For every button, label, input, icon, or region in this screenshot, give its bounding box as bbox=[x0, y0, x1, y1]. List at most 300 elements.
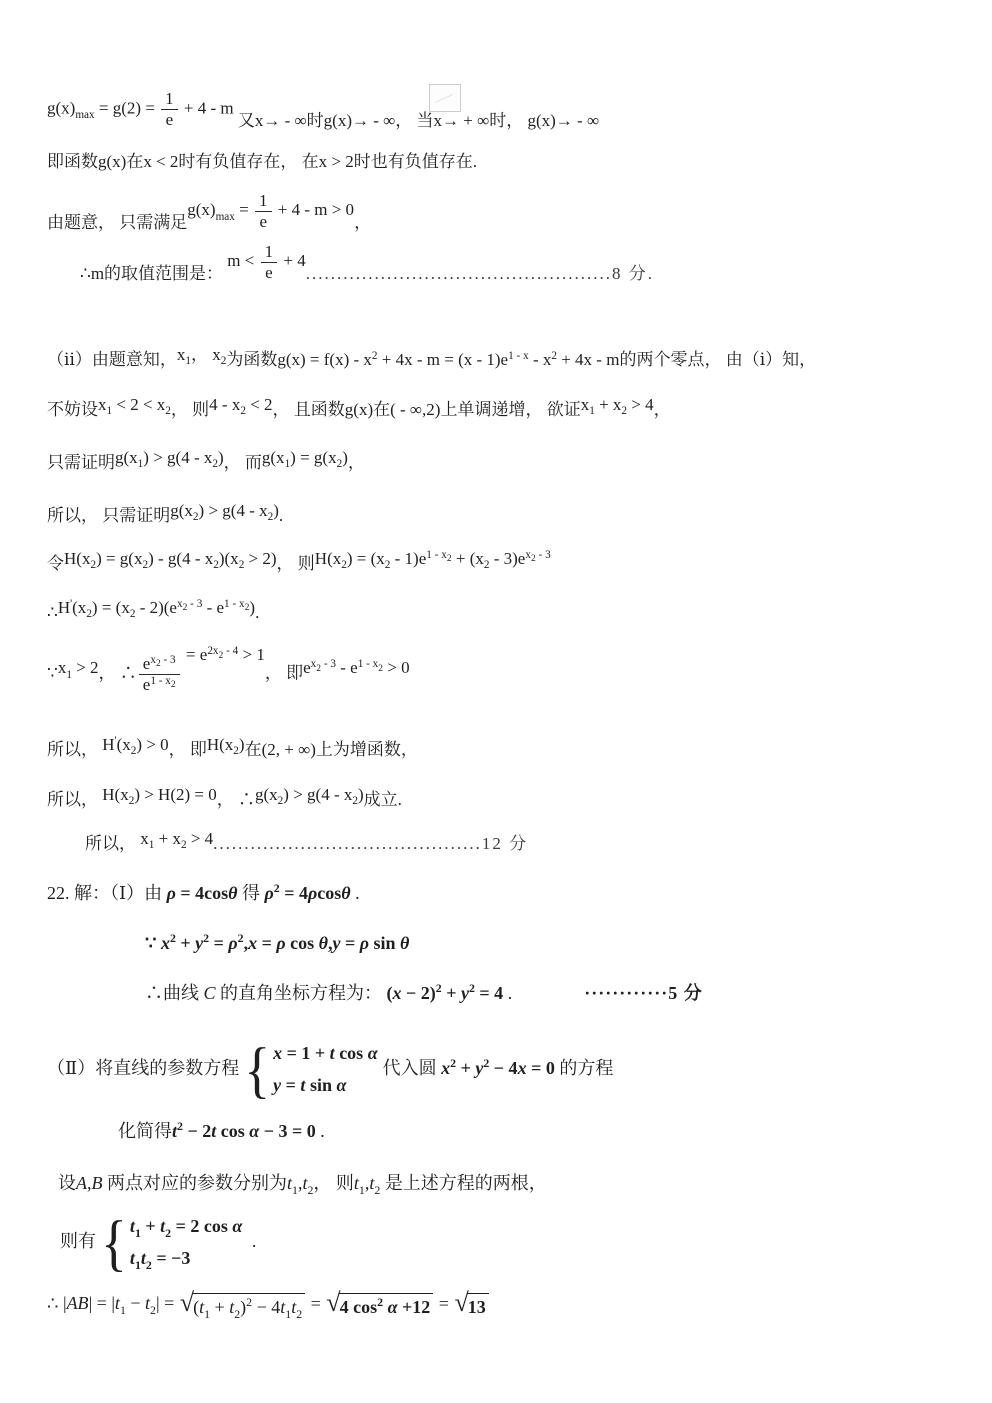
text-run: > 4 bbox=[186, 829, 214, 848]
subscript: 2 bbox=[446, 554, 452, 565]
text-run: e bbox=[142, 654, 151, 673]
text-run: t bbox=[287, 1173, 293, 1193]
text-run: | = | bbox=[88, 1293, 115, 1314]
text-run: t bbox=[129, 1248, 135, 1269]
subscript: 1 bbox=[284, 458, 291, 471]
text-run: + 4 - m bbox=[179, 98, 234, 118]
subscript: 2 bbox=[165, 1225, 172, 1240]
text-run: ∵ bbox=[47, 663, 58, 683]
text-run: + bbox=[456, 1058, 476, 1079]
text-run: ， bbox=[354, 213, 372, 233]
text-run: ρ bbox=[166, 883, 176, 903]
math-line-final12 bbox=[85, 829, 529, 855]
math-line-gmax bbox=[47, 90, 599, 129]
text-run: ， x bbox=[190, 345, 221, 364]
text-run: > 4 bbox=[627, 395, 654, 414]
text-run: x bbox=[580, 395, 590, 414]
text-run: = −3 bbox=[151, 1248, 191, 1269]
text-run: α bbox=[387, 1297, 398, 1317]
subscript: 2 bbox=[341, 559, 347, 572]
text-run: + bbox=[140, 1216, 161, 1236]
text-run: + (x bbox=[451, 549, 484, 568]
text-run: ) = g(x bbox=[96, 549, 143, 568]
text-run: 两点对应的参数分别为 bbox=[102, 1173, 287, 1193]
text-run: A,B bbox=[76, 1173, 103, 1193]
text-run: cos bbox=[216, 1121, 250, 1141]
text-run: - 3 bbox=[187, 597, 203, 610]
text-run: t bbox=[302, 1173, 308, 1193]
text-run: ρ bbox=[264, 883, 274, 903]
subscript: 2 bbox=[155, 659, 161, 670]
equation-system bbox=[244, 1035, 378, 1105]
math-line-q22-ab bbox=[47, 1288, 490, 1321]
subscript: 2 bbox=[336, 458, 343, 471]
formula-group bbox=[580, 395, 654, 418]
math-line-negative-values bbox=[47, 151, 477, 173]
formula-group bbox=[115, 448, 224, 471]
text-run: g(x) bbox=[187, 200, 216, 220]
subscript: 2 bbox=[296, 1306, 303, 1321]
subscript: 1 bbox=[134, 1257, 141, 1272]
superscript: 2 bbox=[371, 349, 378, 362]
text-run: x bbox=[392, 983, 402, 1003]
text-run: , bbox=[297, 1173, 303, 1193]
text-run: 4 - x bbox=[209, 395, 241, 414]
text-run: + 4x - m = (x - 1)e bbox=[377, 350, 509, 369]
left-brace: { bbox=[101, 1208, 127, 1278]
subscript: 2 bbox=[307, 1182, 314, 1197]
math-line-conclusion bbox=[47, 785, 402, 811]
text-run: - x bbox=[528, 350, 552, 369]
text-run: + 4 - m > 0 bbox=[273, 200, 355, 220]
subscript: 2 bbox=[192, 511, 199, 524]
text-run: = 4 bbox=[279, 883, 308, 903]
text-run: θ bbox=[228, 883, 238, 903]
text-run: e bbox=[303, 658, 311, 678]
text-run: ( bbox=[386, 983, 393, 1003]
subscript: 2 bbox=[374, 1182, 381, 1197]
text-run: y bbox=[273, 1075, 282, 1096]
text-run: g(x) bbox=[47, 98, 76, 118]
superscript: 1 - x bbox=[508, 349, 529, 362]
text-run: 的方程 bbox=[554, 1058, 614, 1079]
subscript: 2 bbox=[128, 795, 135, 808]
text-run: > 0 bbox=[383, 658, 410, 678]
subscript: 2 bbox=[182, 603, 188, 614]
text-run: e bbox=[165, 109, 174, 129]
text-run: ) > H(2) = 0 bbox=[134, 785, 217, 804]
text-run: m < bbox=[227, 251, 259, 271]
text-run: 1 bbox=[259, 191, 268, 210]
equation-system bbox=[101, 1208, 243, 1278]
text-run: ) > g(4 - x bbox=[283, 785, 353, 804]
text-run: t bbox=[114, 1293, 120, 1314]
text-run: − bbox=[125, 1293, 146, 1314]
subscript: 2 bbox=[86, 608, 92, 621]
math-line-exp-ratio bbox=[47, 645, 410, 694]
text-run: ， ∴ bbox=[216, 790, 255, 809]
text-run: = 1 + bbox=[282, 1043, 330, 1063]
subscript: 2 bbox=[234, 1306, 241, 1321]
text-run: = 2 cos bbox=[171, 1216, 233, 1236]
superscript: 2 bbox=[377, 1295, 384, 1310]
text-run: < 2 bbox=[245, 395, 273, 414]
formula-group bbox=[441, 1058, 555, 1078]
superscript bbox=[207, 645, 239, 661]
text-run: 13 bbox=[467, 1297, 486, 1317]
text-run: ) > g(4 - x bbox=[198, 501, 268, 520]
text-run: . bbox=[350, 883, 360, 903]
text-run: e bbox=[142, 674, 151, 694]
subscript: 2 bbox=[384, 559, 391, 572]
text-run: t bbox=[300, 1075, 306, 1096]
text-run: | = bbox=[155, 1293, 179, 1314]
subscript: 2 bbox=[213, 559, 219, 572]
text-run: 即函数g(x)在x < 2时有负值存在， 在x > 2时也有负值存在. bbox=[47, 152, 477, 171]
radical-icon: √ bbox=[179, 1288, 195, 1317]
text-run: 所以， bbox=[47, 790, 103, 809]
text-run: H(x bbox=[64, 549, 91, 568]
subscript: 2 bbox=[129, 608, 136, 621]
subscript: 2 bbox=[378, 663, 384, 674]
text-run: - 3 bbox=[160, 653, 176, 666]
text-run: ) > 0 bbox=[136, 735, 169, 754]
superscript bbox=[150, 674, 176, 691]
superscript: 2 bbox=[435, 981, 442, 996]
superscript: 2 bbox=[169, 931, 176, 946]
square-root bbox=[454, 1288, 488, 1319]
text-run: 只需证明 bbox=[47, 453, 115, 472]
subscript: 1 bbox=[358, 1182, 365, 1197]
text-run: = bbox=[306, 1293, 326, 1314]
math-line-q22-param bbox=[47, 1035, 614, 1105]
math-line-increasing bbox=[47, 734, 418, 761]
text-run: AB bbox=[66, 1293, 89, 1314]
text-run: + 4x - m的两个零点， 由（ⅰ）知， bbox=[556, 350, 817, 369]
text-run: (x bbox=[116, 735, 131, 754]
text-run: x bbox=[140, 829, 149, 848]
text-run: 1 bbox=[264, 242, 274, 261]
text-run: | bbox=[62, 1293, 67, 1314]
formula-group bbox=[227, 242, 306, 282]
text-run: - 2)(e bbox=[135, 598, 177, 617]
text-run: 得 bbox=[237, 883, 265, 903]
superscript: 2 bbox=[468, 981, 475, 996]
fraction bbox=[161, 90, 178, 129]
subscript: 2 bbox=[483, 559, 490, 572]
subscript: 1 bbox=[134, 1225, 141, 1240]
text-run: x bbox=[160, 933, 170, 953]
formula-group bbox=[265, 883, 351, 903]
math-line-q22-polar bbox=[47, 882, 360, 905]
text-run: 是上述方程的两根， bbox=[380, 1173, 547, 1193]
radical-icon: √ bbox=[326, 1288, 341, 1317]
subscript: 2 bbox=[530, 554, 536, 565]
text-run: = bbox=[234, 200, 253, 220]
text-run: cos bbox=[285, 933, 319, 953]
text-run: t bbox=[353, 1173, 359, 1193]
superscript: 2 bbox=[551, 349, 557, 362]
text-run: α bbox=[249, 1121, 260, 1141]
text-run: 4 cos bbox=[339, 1297, 378, 1317]
text-run: x bbox=[176, 345, 186, 364]
text-run: g(x bbox=[261, 448, 285, 467]
superscript: 2 bbox=[177, 1119, 183, 1134]
text-run: > 2 bbox=[71, 658, 99, 678]
text-run: x bbox=[57, 658, 67, 678]
text-run: = bbox=[281, 1075, 301, 1096]
text-run: x bbox=[310, 658, 317, 671]
text-run: ， 则 bbox=[170, 400, 210, 419]
text-run: ) bbox=[342, 448, 348, 467]
superscript: 2 bbox=[237, 931, 244, 946]
subscript: 2 bbox=[180, 839, 187, 852]
text-run: 1 - x bbox=[426, 548, 447, 561]
formula-group bbox=[170, 501, 279, 524]
text-run: = 4cos bbox=[175, 883, 229, 903]
text-run: t bbox=[129, 1216, 135, 1236]
text-run: 所以， bbox=[85, 834, 141, 853]
text-run: t bbox=[140, 1248, 146, 1269]
text-run: + 4 bbox=[279, 251, 306, 271]
text-run: 令 bbox=[47, 554, 64, 573]
text-run: 所以， bbox=[47, 740, 103, 759]
text-run: ∴ bbox=[47, 603, 58, 622]
text-run: ) bbox=[249, 598, 256, 617]
subscript: 1 bbox=[292, 1182, 298, 1197]
math-line-q22-simplify bbox=[118, 1120, 325, 1143]
text-run: , bbox=[243, 933, 249, 953]
text-run: 由题意， 只需满足 bbox=[47, 213, 188, 233]
text-run: − 3 = 0 bbox=[259, 1121, 316, 1141]
text-run: x bbox=[441, 1058, 451, 1079]
text-run: = 0 bbox=[526, 1058, 555, 1079]
text-run: - 3 bbox=[535, 548, 551, 561]
text-run: x bbox=[248, 933, 258, 953]
formula-group bbox=[172, 1121, 316, 1141]
text-run: ， 即 bbox=[264, 663, 304, 683]
superscript: 2 bbox=[483, 1056, 490, 1071]
text-run: ， bbox=[653, 400, 671, 419]
text-run: H(x bbox=[314, 549, 342, 568]
text-run: (x bbox=[72, 598, 87, 617]
text-run: ∴m的取值范围是： bbox=[80, 264, 228, 284]
superscript: ' bbox=[114, 734, 117, 747]
formula-group bbox=[261, 448, 348, 471]
text-run: ， ∴ bbox=[98, 663, 137, 683]
text-run: 设 bbox=[58, 1173, 76, 1193]
text-run: ∵ bbox=[145, 933, 161, 953]
text-run: x bbox=[176, 597, 183, 610]
text-run: .................................................8 分. bbox=[305, 264, 654, 284]
formula-group bbox=[287, 1173, 314, 1197]
text-run: - 3)e bbox=[489, 549, 526, 568]
formula-group bbox=[64, 549, 277, 572]
math-line-range-m bbox=[80, 243, 654, 282]
text-run: + bbox=[175, 933, 196, 953]
text-run: > 2) bbox=[244, 549, 277, 568]
subscript: 1 bbox=[285, 1306, 292, 1321]
text-run: 为函数g(x) = f(x) - x bbox=[226, 350, 372, 369]
math-line-zeros bbox=[47, 345, 817, 371]
text-run: ρ bbox=[359, 933, 370, 953]
formula-group bbox=[145, 933, 409, 953]
formula-group bbox=[353, 1173, 381, 1197]
text-run: H(x bbox=[206, 735, 234, 754]
formula-group bbox=[255, 785, 364, 808]
formula-group bbox=[209, 395, 273, 418]
text-run: ············5 分 bbox=[584, 983, 703, 1003]
text-run: t bbox=[211, 1121, 217, 1141]
text-run: ) bbox=[217, 448, 224, 467]
text-run: x bbox=[525, 548, 531, 561]
superscript bbox=[150, 653, 176, 670]
square-root bbox=[326, 1288, 433, 1319]
text-run: ) bbox=[238, 735, 245, 754]
superscript bbox=[176, 597, 203, 614]
text-run: x bbox=[273, 1043, 283, 1063]
formula-group bbox=[57, 597, 256, 621]
text-run: ∴ bbox=[47, 1293, 63, 1314]
subscript: max bbox=[75, 108, 95, 121]
text-run: = 4 bbox=[474, 983, 504, 1003]
math-line-condition bbox=[47, 192, 371, 231]
text-run: α bbox=[367, 1043, 378, 1063]
text-run: ) = (x bbox=[346, 549, 385, 568]
math-line-assume bbox=[47, 395, 671, 421]
text-run: cos bbox=[317, 883, 342, 903]
text-run: 1 - x bbox=[357, 658, 379, 671]
subscript: 2 bbox=[621, 405, 628, 418]
subscript: 2 bbox=[130, 745, 137, 758]
text-run: ， 且函数g(x)在( - ∞,2)上单调递增， 欲证 bbox=[272, 400, 581, 419]
text-run: > 1 bbox=[238, 645, 265, 665]
superscript: 2 bbox=[203, 931, 210, 946]
text-run: θ bbox=[318, 933, 328, 953]
text-run: H(x bbox=[102, 785, 129, 804]
subscript: 2 bbox=[316, 663, 322, 674]
text-run: t bbox=[199, 1297, 205, 1317]
text-run: ) = (x bbox=[91, 598, 130, 617]
text-run: x bbox=[517, 1058, 527, 1079]
subscript: 1 bbox=[148, 839, 155, 852]
text-run: 在(2, + ∞)上为增函数， bbox=[244, 740, 418, 759]
text-run: = bbox=[257, 933, 277, 953]
text-run: − 4 bbox=[489, 1058, 518, 1079]
text-run: , bbox=[364, 1173, 370, 1193]
text-run: < 2 < x bbox=[112, 395, 166, 414]
math-line-q22-cartesian bbox=[145, 982, 703, 1005]
text-run: 不妨设 bbox=[47, 400, 98, 419]
text-run: ρ bbox=[276, 933, 286, 953]
text-run: sin bbox=[305, 1075, 337, 1096]
superscript bbox=[224, 597, 250, 614]
text-run: - 1)e bbox=[390, 549, 427, 568]
formula-group bbox=[303, 658, 410, 677]
formula-group bbox=[314, 548, 551, 572]
text-run: + x bbox=[594, 395, 622, 414]
text-run: 则有 bbox=[60, 1231, 96, 1252]
text-run: t bbox=[160, 1216, 166, 1236]
math-line-q22-vieta bbox=[60, 1208, 257, 1278]
text-run: t bbox=[369, 1173, 375, 1193]
text-run: . bbox=[278, 506, 284, 525]
math-line-prove2 bbox=[47, 501, 284, 527]
square-root bbox=[179, 1288, 305, 1321]
text-run: t bbox=[329, 1043, 335, 1063]
text-run: - 3 bbox=[321, 658, 336, 671]
text-run: 1 - x bbox=[150, 674, 171, 687]
text-run: ( bbox=[193, 1297, 200, 1317]
text-run: （ⅱ）由题意知， bbox=[47, 350, 177, 369]
text-run: − 4 bbox=[252, 1297, 281, 1317]
text-run: . bbox=[255, 603, 260, 622]
text-run: = e bbox=[181, 645, 208, 665]
superscript bbox=[525, 548, 551, 565]
text-run: , bbox=[327, 933, 333, 953]
text-run: ∴曲线 bbox=[145, 983, 204, 1003]
left-brace: { bbox=[244, 1035, 271, 1105]
formula-group bbox=[140, 829, 214, 852]
formula-group bbox=[102, 785, 217, 808]
text-run: ) = g(x bbox=[290, 448, 337, 467]
text-run: . bbox=[503, 983, 513, 1003]
text-run: t bbox=[280, 1297, 286, 1317]
text-run: - e bbox=[336, 658, 358, 678]
formula-group bbox=[57, 658, 99, 681]
subscript: 2 bbox=[212, 458, 218, 471]
text-run: ， 即 bbox=[168, 740, 207, 759]
text-run: 1 bbox=[165, 89, 174, 108]
text-run: ρ bbox=[308, 883, 318, 903]
subscript: 2 bbox=[244, 603, 250, 614]
subscript: 2 bbox=[238, 559, 245, 572]
subscript: 2 bbox=[233, 745, 239, 758]
subscript: 2 bbox=[277, 795, 284, 808]
math-line-prove1 bbox=[47, 448, 365, 474]
text-run: e bbox=[265, 262, 273, 282]
subscript: 2 bbox=[150, 1302, 156, 1317]
text-run: 所以， 只需证明 bbox=[47, 506, 171, 525]
math-line-q22-roots bbox=[58, 1172, 547, 1195]
text-run: = bbox=[434, 1293, 454, 1314]
text-run: +12 bbox=[397, 1297, 431, 1317]
text-run: H bbox=[57, 598, 71, 617]
text-run: 成立. bbox=[363, 790, 402, 809]
text-run: 2x bbox=[207, 645, 219, 658]
subscript: max bbox=[215, 210, 235, 223]
text-run: 的直角坐标方程为： bbox=[215, 983, 387, 1003]
subscript: 2 bbox=[240, 405, 246, 418]
text-run: θ bbox=[400, 933, 410, 953]
text-run: 1 - x bbox=[224, 597, 245, 610]
text-run: y bbox=[460, 983, 469, 1003]
subscript: 1 bbox=[185, 355, 191, 368]
text-run: ， 则 bbox=[313, 1173, 354, 1193]
subscript: 1 bbox=[106, 405, 113, 418]
superscript: 2 bbox=[450, 1056, 457, 1071]
formula-group bbox=[62, 1293, 179, 1317]
subscript: 1 bbox=[137, 458, 144, 471]
text-run: ) bbox=[357, 785, 364, 804]
text-run: - e bbox=[202, 598, 225, 617]
subscript: 2 bbox=[145, 1257, 152, 1272]
fraction bbox=[255, 192, 272, 231]
superscript: 2 bbox=[246, 1295, 253, 1310]
superscript: ' bbox=[70, 597, 73, 610]
text-run: ...........................................12 分 bbox=[213, 834, 529, 853]
text-run: sin bbox=[369, 933, 401, 953]
